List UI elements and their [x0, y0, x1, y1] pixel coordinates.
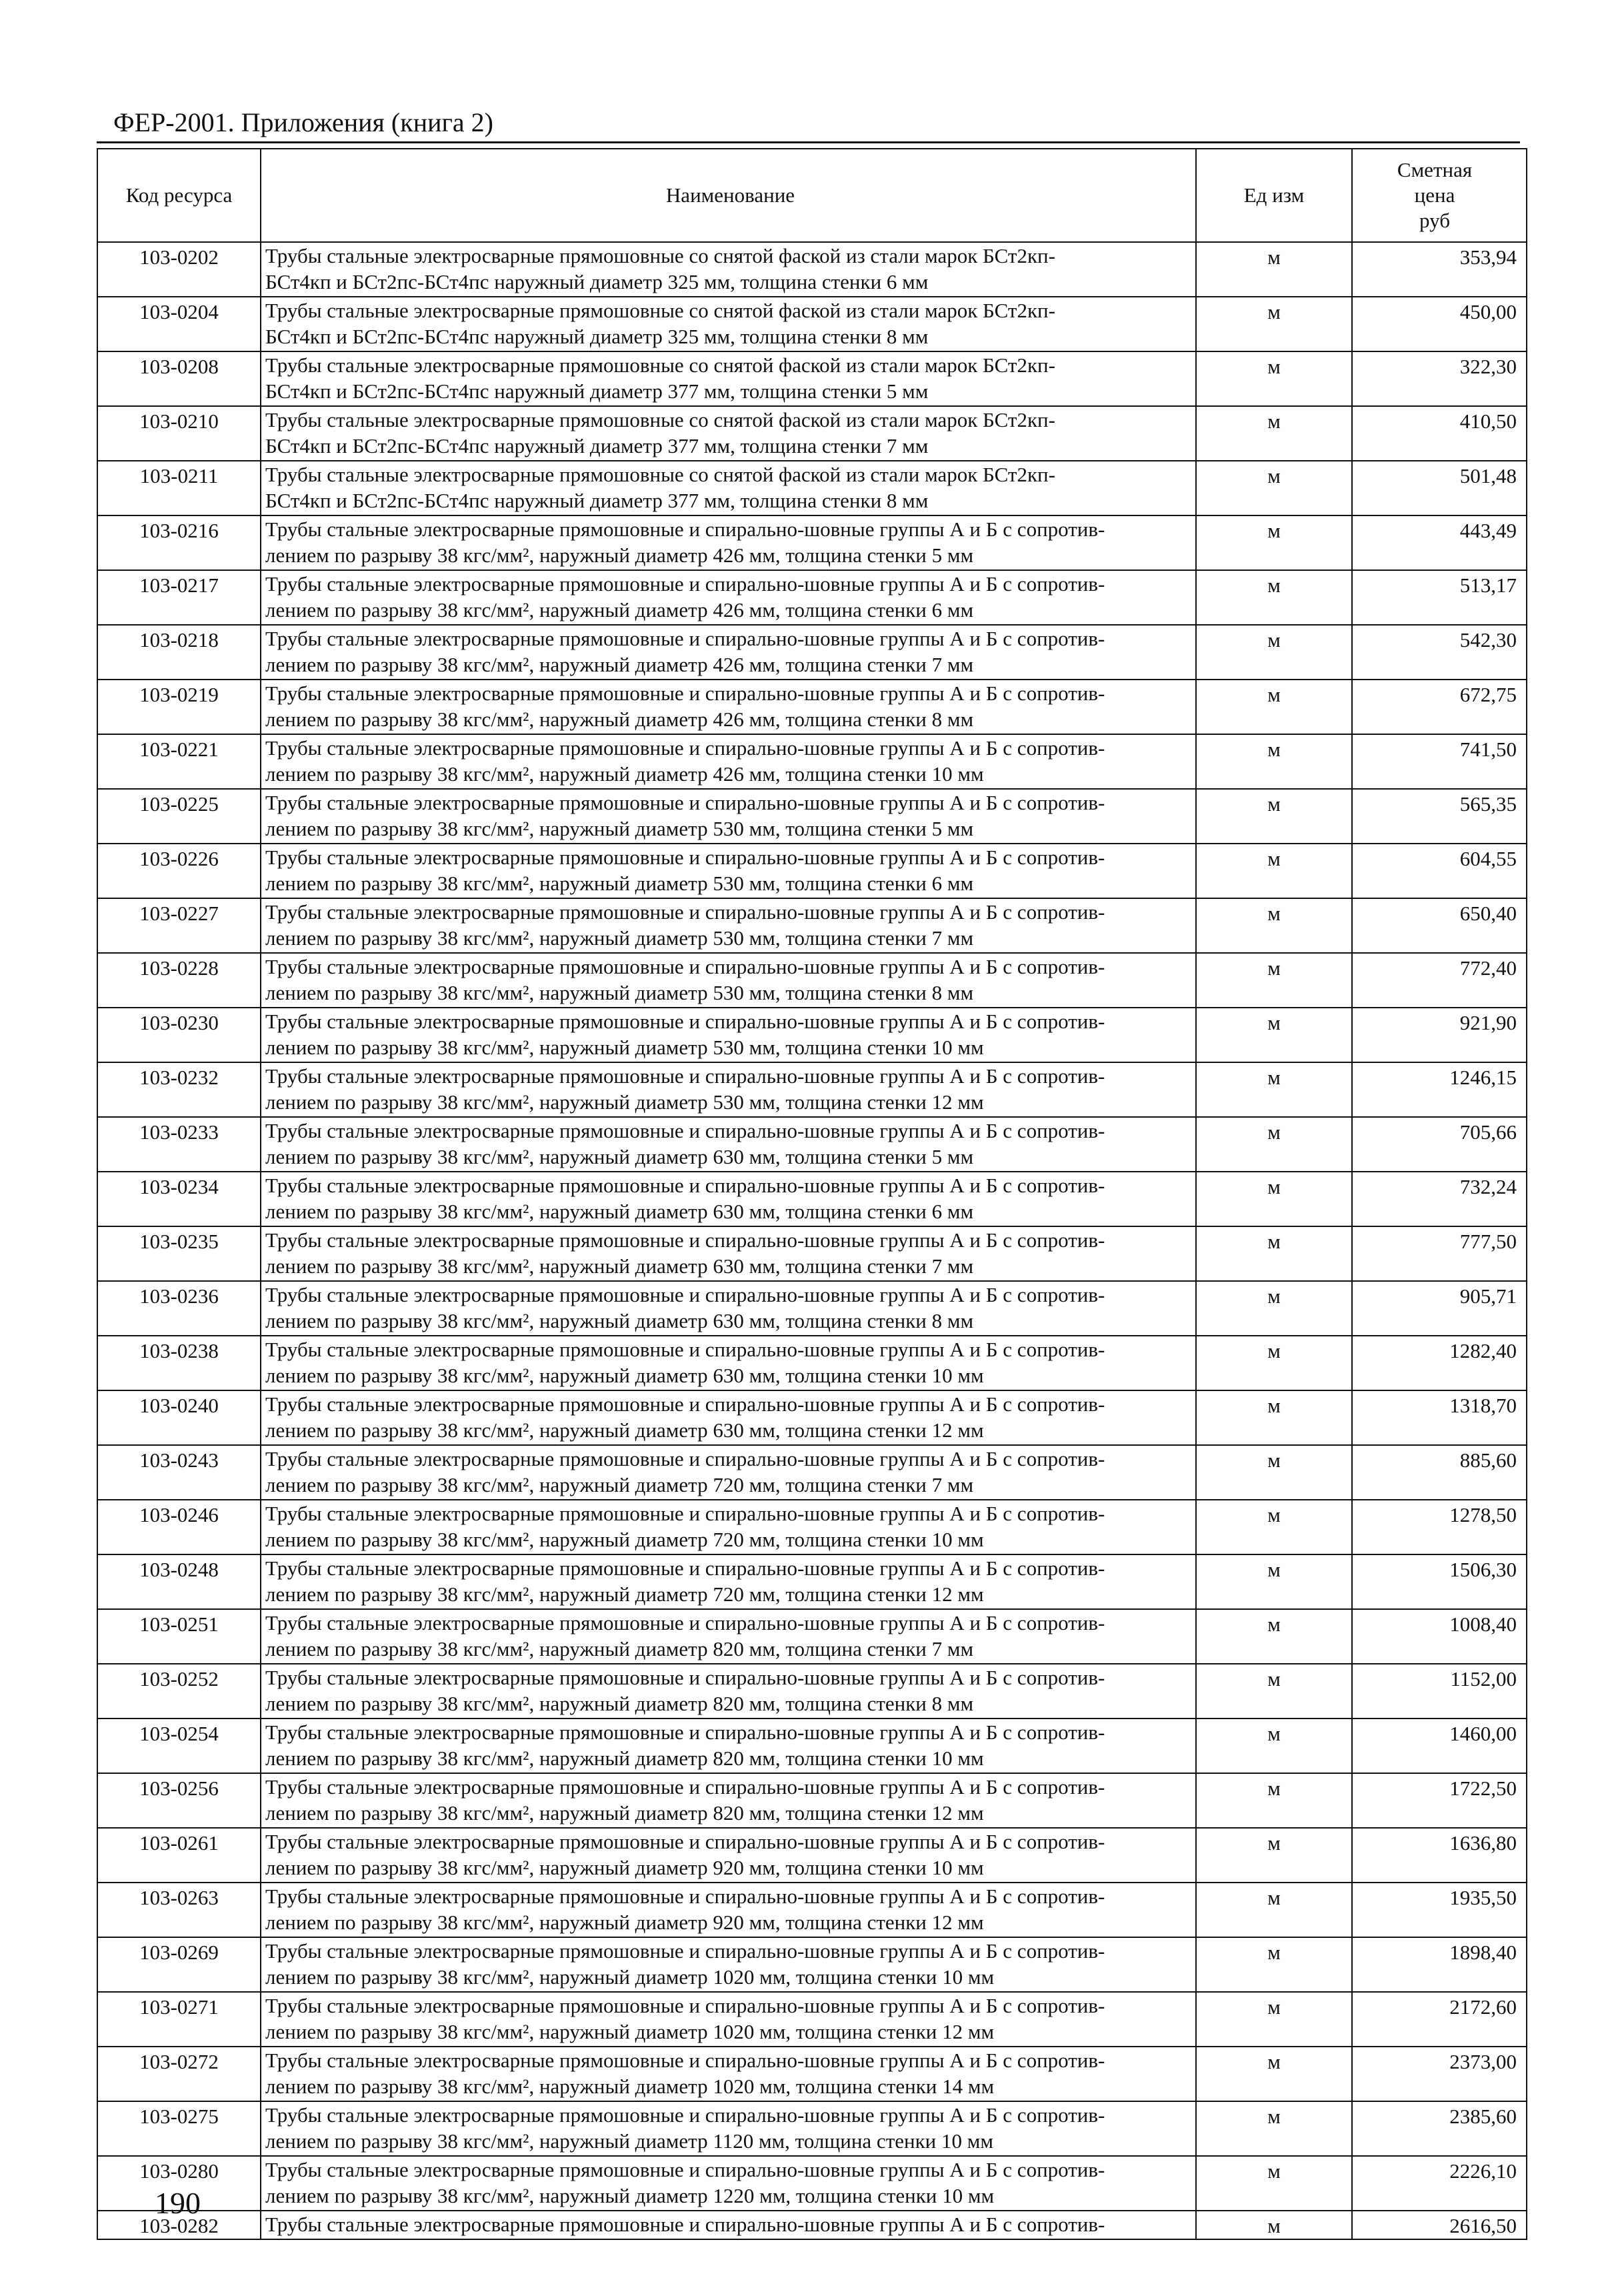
- resource-code-cell: 103-0261: [97, 1828, 261, 1883]
- price-cell: 1008,40: [1352, 1609, 1527, 1664]
- resource-name-cell: [261, 680, 1196, 734]
- resource-name-cell: [261, 1883, 1196, 1937]
- price-cell: 705,66: [1352, 1117, 1527, 1172]
- unit-cell: м: [1196, 515, 1352, 570]
- unit-cell: м: [1196, 242, 1352, 297]
- price-cell: 450,00: [1352, 297, 1527, 351]
- price-cell: 2385,60: [1352, 2101, 1527, 2156]
- resource-name-line1: Трубы стальные электросварные прямошовные и спирально-шовные группы А и Б с сопротив-: [265, 736, 1105, 760]
- resource-name-cell: [261, 898, 1196, 953]
- resource-name-line1: Трубы стальные электросварные прямошовные со снятой фаской из стали марок БСт2кп-: [265, 299, 1055, 322]
- resource-code-cell: 103-0243: [97, 1445, 261, 1500]
- resource-name-line1: Трубы стальные электросварные прямошовные и спирально-шовные группы А и Б с сопротив-: [265, 1392, 1105, 1416]
- table-row: [97, 570, 1527, 625]
- table-header-row: [97, 149, 1527, 242]
- table-row: [97, 297, 1527, 351]
- price-cell: 1460,00: [1352, 1718, 1527, 1773]
- column-header-unit: Ед изм: [1196, 149, 1352, 242]
- price-cell: 322,30: [1352, 351, 1527, 406]
- resource-name-cell: [261, 1336, 1196, 1390]
- unit-cell: м: [1196, 1773, 1352, 1828]
- resource-name-cell: [261, 461, 1196, 515]
- resource-code-cell: 103-0235: [97, 1226, 261, 1281]
- resource-name-cell: [261, 1828, 1196, 1883]
- resource-name-line2: лением по разрыву 38 кгс/мм², наружный диаметр 720 мм, толщина стенки 12 мм: [265, 1582, 984, 1606]
- resource-name-cell: [261, 1172, 1196, 1226]
- table-row: [97, 844, 1527, 898]
- resource-code-cell: 103-0280: [97, 2156, 261, 2211]
- resource-code-cell: 103-0234: [97, 1172, 261, 1226]
- table-row: [97, 1445, 1527, 1500]
- resource-name-line2: лением по разрыву 38 кгс/мм², наружный диаметр 530 мм, толщина стенки 10 мм: [265, 1036, 984, 1059]
- resource-name-line1: Трубы стальные электросварные прямошовные и спирально-шовные группы А и Б с сопротив-: [265, 2103, 1105, 2127]
- unit-cell: м: [1196, 351, 1352, 406]
- unit-cell: м: [1196, 1664, 1352, 1718]
- resource-name-line2: лением по разрыву 38 кгс/мм², наружный диаметр 1120 мм, толщина стенки 10 мм: [265, 2129, 993, 2153]
- column-header-price-line2: цена: [1414, 183, 1455, 207]
- price-cell: 777,50: [1352, 1226, 1527, 1281]
- resource-name-cell: [261, 953, 1196, 1008]
- resource-code-cell: 103-0208: [97, 351, 261, 406]
- resource-name-line2: лением по разрыву 38 кгс/мм², наружный диаметр 720 мм, толщина стенки 10 мм: [265, 1528, 984, 1551]
- table-row: [97, 1500, 1527, 1554]
- table-row: [97, 1336, 1527, 1390]
- unit-cell: м: [1196, 461, 1352, 515]
- resource-code-cell: 103-0246: [97, 1500, 261, 1554]
- price-cell: 513,17: [1352, 570, 1527, 625]
- table-row: [97, 351, 1527, 406]
- table-body: [97, 242, 1527, 2239]
- price-cell: 604,55: [1352, 844, 1527, 898]
- price-cell: 921,90: [1352, 1008, 1527, 1062]
- unit-cell: м: [1196, 1008, 1352, 1062]
- unit-cell: м: [1196, 625, 1352, 680]
- resource-name-cell: [261, 1008, 1196, 1062]
- resource-name-line1: Трубы стальные электросварные прямошовные и спирально-шовные группы А и Б с сопротив-: [265, 1010, 1105, 1033]
- resource-name-line1: Трубы стальные электросварные прямошовные и спирально-шовные группы А и Б с сопротив-: [265, 1502, 1105, 1525]
- price-cell: 1506,30: [1352, 1554, 1527, 1609]
- resource-code-cell: 103-0272: [97, 2047, 261, 2101]
- table-row: [97, 242, 1527, 297]
- unit-cell: м: [1196, 844, 1352, 898]
- resource-code-cell: 103-0232: [97, 1062, 261, 1117]
- resource-name-cell: [261, 734, 1196, 789]
- price-cell: 672,75: [1352, 680, 1527, 734]
- column-header-name: Наименование: [261, 149, 1196, 242]
- resource-name-cell: [261, 1281, 1196, 1336]
- resource-name-line2: лением по разрыву 38 кгс/мм², наружный диаметр 630 мм, толщина стенки 12 мм: [265, 1418, 984, 1442]
- resource-name-line1: Трубы стальные электросварные прямошовные и спирально-шовные группы А и Б с сопротив-: [265, 1064, 1105, 1088]
- resource-name-cell: [261, 844, 1196, 898]
- table-row: [97, 789, 1527, 844]
- table-row: [97, 1117, 1527, 1172]
- table-row: [97, 1390, 1527, 1445]
- table-row: [97, 1828, 1527, 1883]
- resource-name-line2: лением по разрыву 38 кгс/мм², наружный диаметр 630 мм, толщина стенки 10 мм: [265, 1364, 984, 1387]
- table-row: [97, 515, 1527, 570]
- table-row: [97, 1664, 1527, 1718]
- price-cell: 1152,00: [1352, 1664, 1527, 1718]
- price-cell: 410,50: [1352, 406, 1527, 461]
- resource-code-cell: 103-0202: [97, 242, 261, 297]
- resource-name-line1: Трубы стальные электросварные прямошовные и спирально-шовные группы А и Б с сопротив-: [265, 2049, 1105, 2072]
- price-cell: 1318,70: [1352, 1390, 1527, 1445]
- table-row: [97, 1609, 1527, 1664]
- column-header-price-line1: Сметная: [1397, 158, 1473, 181]
- header-rule: [97, 141, 1520, 143]
- resource-name-line2: лением по разрыву 38 кгс/мм², наружный диаметр 530 мм, толщина стенки 7 мм: [265, 926, 974, 950]
- resource-name-line1: Трубы стальные электросварные прямошовные и спирально-шовные группы А и Б с сопротив-: [265, 1720, 1105, 1744]
- resource-name-line2: лением по разрыву 38 кгс/мм², наружный диаметр 630 мм, толщина стенки 7 мм: [265, 1254, 974, 1278]
- price-cell: 1722,50: [1352, 1773, 1527, 1828]
- resource-name-line2: лением по разрыву 38 кгс/мм², наружный диаметр 630 мм, толщина стенки 6 мм: [265, 1200, 974, 1223]
- resource-name-line2: лением по разрыву 38 кгс/мм², наружный диаметр 426 мм, толщина стенки 7 мм: [265, 653, 974, 676]
- resource-name-cell: [261, 2156, 1196, 2211]
- unit-cell: м: [1196, 1390, 1352, 1445]
- resource-name-line1: Трубы стальные электросварные прямошовные и спирально-шовные группы А и Б с сопротив-: [265, 1611, 1105, 1634]
- resource-name-line2: лением по разрыву 38 кгс/мм², наружный диаметр 820 мм, толщина стенки 8 мм: [265, 1692, 974, 1715]
- page-header-title: ФЕР-2001. Приложения (книга 2): [113, 107, 493, 137]
- resource-name-line1: Трубы стальные электросварные прямошовные и спирально-шовные группы А и Б с сопротив-: [265, 1775, 1105, 1799]
- resource-name-line1: Трубы стальные электросварные прямошовные со снятой фаской из стали марок БСт2кп-: [265, 353, 1055, 377]
- resource-name-line2: БСт4кп и БСт2пс-БСт4пс наружный диаметр 325 мм, толщина стенки 8 мм: [265, 325, 929, 348]
- resource-name-line1: Трубы стальные электросварные прямошовные и спирально-шовные группы А и Б с сопротив-: [265, 1939, 1105, 1963]
- unit-cell: м: [1196, 1172, 1352, 1226]
- unit-cell: м: [1196, 2047, 1352, 2101]
- price-cell: 2172,60: [1352, 1992, 1527, 2047]
- resource-code-cell: 103-0269: [97, 1937, 261, 1992]
- table-row: [97, 406, 1527, 461]
- resource-name-cell: [261, 625, 1196, 680]
- resource-name-cell: [261, 1718, 1196, 1773]
- resource-name-line2: лением по разрыву 38 кгс/мм², наружный диаметр 530 мм, толщина стенки 5 мм: [265, 817, 974, 840]
- unit-cell: м: [1196, 570, 1352, 625]
- price-cell: 1935,50: [1352, 1883, 1527, 1937]
- resource-name-cell: [261, 789, 1196, 844]
- resource-name-cell: [261, 351, 1196, 406]
- resource-name-cell: [261, 1500, 1196, 1554]
- price-cell: 1246,15: [1352, 1062, 1527, 1117]
- resource-name-line2: лением по разрыву 38 кгс/мм², наружный диаметр 920 мм, толщина стенки 10 мм: [265, 1856, 984, 1879]
- table-row: [97, 1773, 1527, 1828]
- resource-name-line1: Трубы стальные электросварные прямошовные и спирально-шовные группы А и Б с сопротив-: [265, 1338, 1105, 1361]
- resource-name-line1: Трубы стальные электросварные прямошовные со снятой фаской из стали марок БСт2кп-: [265, 408, 1055, 431]
- resource-name-line2: лением по разрыву 38 кгс/мм², наружный диаметр 820 мм, толщина стенки 7 мм: [265, 1637, 974, 1660]
- resource-name-line2: лением по разрыву 38 кгс/мм², наружный диаметр 720 мм, толщина стенки 7 мм: [265, 1473, 974, 1496]
- table-row: [97, 1883, 1527, 1937]
- resource-name-line2: лением по разрыву 38 кгс/мм², наружный диаметр 630 мм, толщина стенки 8 мм: [265, 1309, 974, 1332]
- price-cell: 2616,50: [1352, 2211, 1527, 2239]
- table-row: [97, 1281, 1527, 1336]
- table-row: [97, 898, 1527, 953]
- unit-cell: м: [1196, 680, 1352, 734]
- resource-name-line2: БСт4кп и БСт2пс-БСт4пс наружный диаметр 325 мм, толщина стенки 6 мм: [265, 270, 929, 293]
- resource-name-line2: лением по разрыву 38 кгс/мм², наружный диаметр 1020 мм, толщина стенки 14 мм: [265, 2075, 995, 2098]
- resource-name-cell: [261, 1992, 1196, 2047]
- unit-cell: м: [1196, 898, 1352, 953]
- price-cell: 732,24: [1352, 1172, 1527, 1226]
- resource-name-cell: [261, 1226, 1196, 1281]
- resource-name-line2: лением по разрыву 38 кгс/мм², наружный диаметр 1020 мм, толщина стенки 12 мм: [265, 2020, 995, 2043]
- resource-name-line2: БСт4кп и БСт2пс-БСт4пс наружный диаметр 377 мм, толщина стенки 7 мм: [265, 434, 929, 457]
- resource-name-line1: Трубы стальные электросварные прямошовные и спирально-шовные группы А и Б с сопротив-: [265, 572, 1105, 596]
- resource-code-cell: 103-0248: [97, 1554, 261, 1609]
- price-cell: 353,94: [1352, 242, 1527, 297]
- resource-code-cell: 103-0233: [97, 1117, 261, 1172]
- price-cell: 443,49: [1352, 515, 1527, 570]
- unit-cell: м: [1196, 1609, 1352, 1664]
- unit-cell: м: [1196, 406, 1352, 461]
- resource-name-cell: [261, 1445, 1196, 1500]
- table-row: [97, 1062, 1527, 1117]
- resource-name-line1: Трубы стальные электросварные прямошовные и спирально-шовные группы А и Б с сопротив-: [265, 2158, 1105, 2181]
- unit-cell: м: [1196, 789, 1352, 844]
- resource-code-cell: 103-0218: [97, 625, 261, 680]
- price-cell: 1278,50: [1352, 1500, 1527, 1554]
- resource-code-cell: 103-0282: [97, 2211, 261, 2239]
- resource-name-cell: [261, 2101, 1196, 2156]
- resource-name-cell: [261, 1117, 1196, 1172]
- unit-cell: м: [1196, 1883, 1352, 1937]
- resource-name-cell: [261, 1609, 1196, 1664]
- resource-name-cell: [261, 1554, 1196, 1609]
- resource-name-line1: Трубы стальные электросварные прямошовные и спирально-шовные группы А и Б с сопротив-: [265, 682, 1105, 705]
- resource-name-line1: Трубы стальные электросварные прямошовные и спирально-шовные группы А и Б с сопротив-: [265, 1447, 1105, 1470]
- resource-name-line2: лением по разрыву 38 кгс/мм², наружный диаметр 426 мм, толщина стенки 6 мм: [265, 598, 974, 622]
- table-row: [97, 1992, 1527, 2047]
- column-header-price-line3: руб: [1419, 209, 1450, 232]
- resource-name-cell: [261, 2047, 1196, 2101]
- resource-name-line1: Трубы стальные электросварные прямошовные и спирально-шовные группы А и Б с сопротив-: [265, 517, 1105, 541]
- resource-code-cell: 103-0254: [97, 1718, 261, 1773]
- column-header-price: [1352, 149, 1527, 242]
- resource-name-cell: [261, 570, 1196, 625]
- price-table: [97, 148, 1527, 2240]
- resource-name-line1: Трубы стальные электросварные прямошовные со снятой фаской из стали марок БСт2кп-: [265, 463, 1055, 486]
- unit-cell: м: [1196, 1554, 1352, 1609]
- resource-code-cell: 103-0236: [97, 1281, 261, 1336]
- resource-name-line1: Трубы стальные электросварные прямошовные и спирально-шовные группы А и Б с сопротив-: [265, 1885, 1105, 1908]
- table-row: [97, 461, 1527, 515]
- resource-name-line1: Трубы стальные электросварные прямошовные и спирально-шовные группы А и Б с сопротив-: [265, 1830, 1105, 1853]
- unit-cell: м: [1196, 953, 1352, 1008]
- resource-code-cell: 103-0225: [97, 789, 261, 844]
- unit-cell: м: [1196, 1336, 1352, 1390]
- price-cell: 741,50: [1352, 734, 1527, 789]
- table-row: [97, 680, 1527, 734]
- resource-name-cell: [261, 1664, 1196, 1718]
- resource-name-line2: БСт4кп и БСт2пс-БСт4пс наружный диаметр 377 мм, толщина стенки 8 мм: [265, 489, 929, 512]
- column-header-code: Код ресурса: [97, 149, 261, 242]
- table-row: [97, 1226, 1527, 1281]
- price-cell: 542,30: [1352, 625, 1527, 680]
- resource-code-cell: 103-0226: [97, 844, 261, 898]
- resource-name-line1: Трубы стальные электросварные прямошовные со снятой фаской из стали марок БСт2кп-: [265, 244, 1055, 267]
- resource-name-line2: лением по разрыву 38 кгс/мм², наружный диаметр 530 мм, толщина стенки 6 мм: [265, 872, 974, 895]
- unit-cell: м: [1196, 1445, 1352, 1500]
- resource-code-cell: 103-0230: [97, 1008, 261, 1062]
- resource-name-cell: [261, 297, 1196, 351]
- resource-name-line1: Трубы стальные электросварные прямошовные и спирально-шовные группы А и Б с сопротив-: [265, 846, 1105, 869]
- resource-code-cell: 103-0271: [97, 1992, 261, 2047]
- price-cell: 565,35: [1352, 789, 1527, 844]
- resource-name-line1: Трубы стальные электросварные прямошовные и спирально-шовные группы А и Б с сопротив-: [265, 627, 1105, 650]
- unit-cell: м: [1196, 1062, 1352, 1117]
- resource-code-cell: 103-0219: [97, 680, 261, 734]
- resource-name-line2: лением по разрыву 38 кгс/мм², наружный диаметр 1220 мм, толщина стенки 10 мм: [265, 2184, 995, 2207]
- price-cell: 1282,40: [1352, 1336, 1527, 1390]
- resource-code-cell: 103-0275: [97, 2101, 261, 2156]
- resource-name-cell: [261, 1062, 1196, 1117]
- resource-name-line2: лением по разрыву 38 кгс/мм², наружный диаметр 920 мм, толщина стенки 12 мм: [265, 1911, 984, 1934]
- unit-cell: м: [1196, 2101, 1352, 2156]
- table-row: [97, 1554, 1527, 1609]
- table-row: [97, 2101, 1527, 2156]
- unit-cell: м: [1196, 1828, 1352, 1883]
- resource-name-line1: Трубы стальные электросварные прямошовные и спирально-шовные группы А и Б с сопротив-: [265, 2213, 1105, 2236]
- unit-cell: м: [1196, 1500, 1352, 1554]
- price-cell: 905,71: [1352, 1281, 1527, 1336]
- resource-name-cell: [261, 242, 1196, 297]
- unit-cell: м: [1196, 734, 1352, 789]
- unit-cell: м: [1196, 2156, 1352, 2211]
- resource-code-cell: 103-0228: [97, 953, 261, 1008]
- resource-name-line2: лением по разрыву 38 кгс/мм², наружный диаметр 630 мм, толщина стенки 5 мм: [265, 1145, 974, 1168]
- resource-code-cell: 103-0263: [97, 1883, 261, 1937]
- resource-name-line1: Трубы стальные электросварные прямошовные и спирально-шовные группы А и Б с сопротив-: [265, 955, 1105, 978]
- unit-cell: м: [1196, 1937, 1352, 1992]
- resource-code-cell: 103-0240: [97, 1390, 261, 1445]
- resource-name-line1: Трубы стальные электросварные прямошовные и спирально-шовные группы А и Б с сопротив-: [265, 900, 1105, 924]
- resource-code-cell: 103-0252: [97, 1664, 261, 1718]
- resource-name-line2: лением по разрыву 38 кгс/мм², наружный диаметр 530 мм, толщина стенки 8 мм: [265, 981, 974, 1004]
- resource-code-cell: 103-0227: [97, 898, 261, 953]
- table-row: [97, 1008, 1527, 1062]
- resource-code-cell: 103-0251: [97, 1609, 261, 1664]
- resource-name-line2: лением по разрыву 38 кгс/мм², наружный диаметр 426 мм, толщина стенки 8 мм: [265, 708, 974, 731]
- resource-name-line1: Трубы стальные электросварные прямошовные и спирально-шовные группы А и Б с сопротив-: [265, 791, 1105, 814]
- resource-code-cell: 103-0210: [97, 406, 261, 461]
- table-row: [97, 2211, 1527, 2239]
- resource-name-cell: [261, 1390, 1196, 1445]
- table-row: [97, 1718, 1527, 1773]
- resource-name-line1: Трубы стальные электросварные прямошовные и спирально-шовные группы А и Б с сопротив-: [265, 1283, 1105, 1306]
- price-cell: 2373,00: [1352, 2047, 1527, 2101]
- price-cell: 1898,40: [1352, 1937, 1527, 1992]
- resource-code-cell: 103-0204: [97, 297, 261, 351]
- resource-name-cell: [261, 515, 1196, 570]
- resource-name-line2: лением по разрыву 38 кгс/мм², наружный диаметр 820 мм, толщина стенки 10 мм: [265, 1747, 984, 1770]
- unit-cell: м: [1196, 1281, 1352, 1336]
- resource-name-line1: Трубы стальные электросварные прямошовные и спирально-шовные группы А и Б с сопротив-: [265, 1666, 1105, 1689]
- unit-cell: м: [1196, 1226, 1352, 1281]
- unit-cell: м: [1196, 1992, 1352, 2047]
- unit-cell: м: [1196, 2211, 1352, 2239]
- resource-name-line2: лением по разрыву 38 кгс/мм², наружный диаметр 1020 мм, толщина стенки 10 мм: [265, 1965, 995, 1989]
- resource-name-line1: Трубы стальные электросварные прямошовные и спирально-шовные группы А и Б с сопротив-: [265, 1119, 1105, 1142]
- resource-name-line2: лением по разрыву 38 кгс/мм², наружный диаметр 426 мм, толщина стенки 5 мм: [265, 543, 974, 567]
- table-row: [97, 1937, 1527, 1992]
- resource-name-line2: лением по разрыву 38 кгс/мм², наружный диаметр 530 мм, толщина стенки 12 мм: [265, 1090, 984, 1114]
- page-number: 190: [155, 2186, 201, 2220]
- price-cell: 501,48: [1352, 461, 1527, 515]
- resource-code-cell: 103-0217: [97, 570, 261, 625]
- resource-name-line2: лением по разрыву 38 кгс/мм², наружный диаметр 426 мм, толщина стенки 10 мм: [265, 762, 984, 786]
- resource-name-line1: Трубы стальные электросварные прямошовные и спирально-шовные группы А и Б с сопротив-: [265, 1174, 1105, 1197]
- resource-code-cell: 103-0216: [97, 515, 261, 570]
- resource-name-cell: [261, 406, 1196, 461]
- resource-code-cell: 103-0211: [97, 461, 261, 515]
- table-row: [97, 734, 1527, 789]
- resource-code-cell: 103-0238: [97, 1336, 261, 1390]
- price-cell: 772,40: [1352, 953, 1527, 1008]
- table-row: [97, 953, 1527, 1008]
- unit-cell: м: [1196, 297, 1352, 351]
- resource-code-cell: 103-0221: [97, 734, 261, 789]
- table-row: [97, 2156, 1527, 2211]
- resource-name-line1: Трубы стальные электросварные прямошовные и спирально-шовные группы А и Б с сопротив-: [265, 1228, 1105, 1252]
- resource-name-line2: БСт4кп и БСт2пс-БСт4пс наружный диаметр 377 мм, толщина стенки 5 мм: [265, 379, 929, 403]
- table-row: [97, 1172, 1527, 1226]
- price-cell: 2226,10: [1352, 2156, 1527, 2211]
- resource-code-cell: 103-0256: [97, 1773, 261, 1828]
- price-cell: 650,40: [1352, 898, 1527, 953]
- price-cell: 885,60: [1352, 1445, 1527, 1500]
- resource-name-line1: Трубы стальные электросварные прямошовные и спирально-шовные группы А и Б с сопротив-: [265, 1994, 1105, 2017]
- resource-name-cell: [261, 1773, 1196, 1828]
- resource-name-line2: лением по разрыву 38 кгс/мм², наружный диаметр 820 мм, толщина стенки 12 мм: [265, 1801, 984, 1825]
- table-row: [97, 625, 1527, 680]
- resource-name-line1: Трубы стальные электросварные прямошовные и спирально-шовные группы А и Б с сопротив-: [265, 1556, 1105, 1580]
- resource-name-cell: [261, 1937, 1196, 1992]
- resource-name-cell: [261, 2211, 1196, 2239]
- unit-cell: м: [1196, 1117, 1352, 1172]
- price-cell: 1636,80: [1352, 1828, 1527, 1883]
- unit-cell: м: [1196, 1718, 1352, 1773]
- table-row: [97, 2047, 1527, 2101]
